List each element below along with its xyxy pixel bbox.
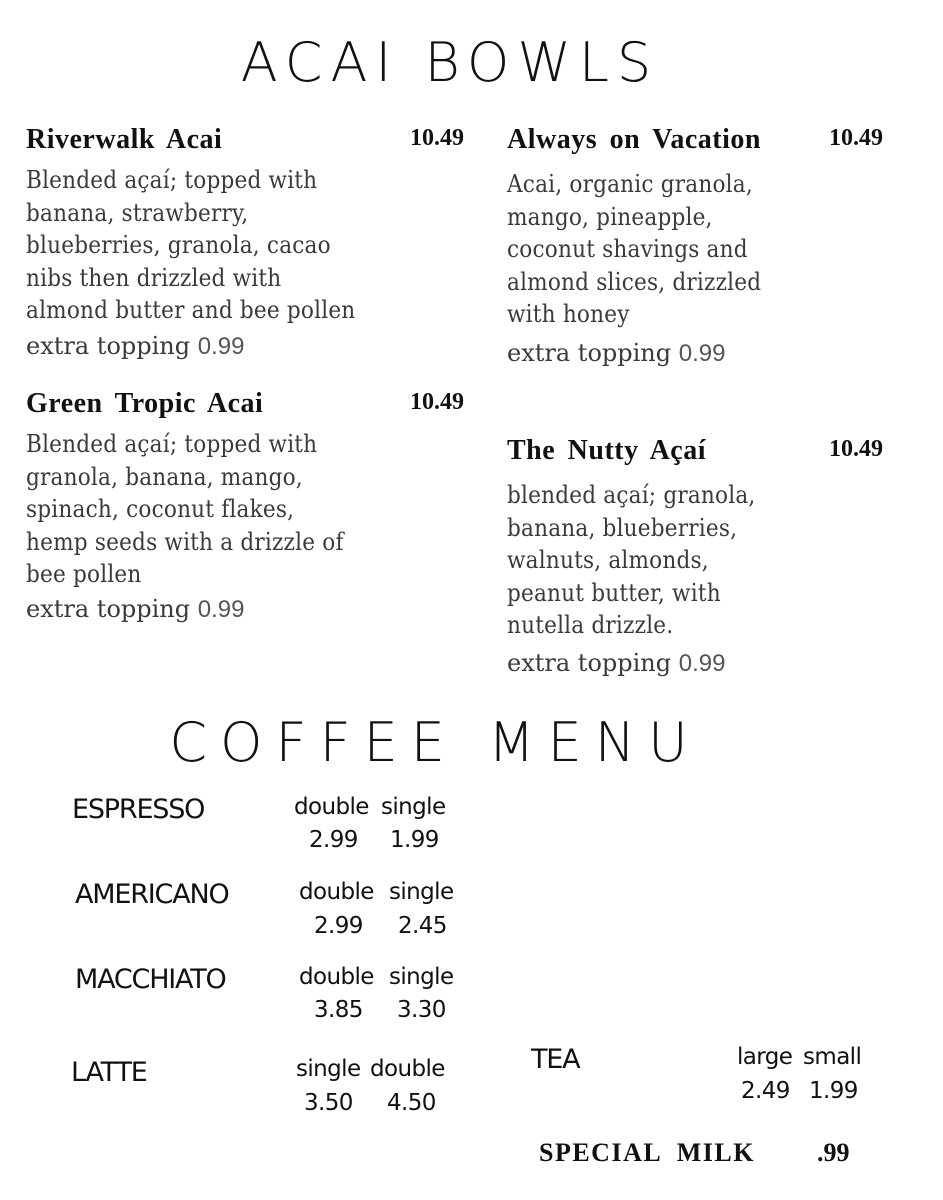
bowl-name-green-tropic: Green Tropic Acai <box>26 388 264 419</box>
bowl-extra-topping-always-on-vacation: extra topping 0.99 <box>507 339 726 367</box>
size-label: double <box>370 1056 445 1082</box>
coffee-name-tea: TEA <box>531 1044 580 1075</box>
coffee-name-latte: LATTE <box>71 1057 147 1088</box>
size-price: 3.50 <box>304 1090 353 1116</box>
bowl-name-the-nutty-acai: The Nutty Açaí <box>507 435 706 466</box>
bowl-price-the-nutty-acai: 10.49 <box>829 436 883 462</box>
bowl-description-the-nutty-acai: blended açaí; granola, banana, blueberries, walnuts, almonds, peanut butter, with nutella drizzle. <box>507 481 756 639</box>
size-label: double <box>299 964 374 990</box>
bowl-price-green-tropic: 10.49 <box>410 389 464 415</box>
bowl-description-riverwalk: Blended açaí; topped with banana, strawberry, blueberries, granola, cacao nibs then drizzled with almond butter and bee pollen <box>26 166 356 324</box>
bowl-description-always-on-vacation: Acai, organic granola, mango, pineapple, coconut shavings and almond slices, drizzled with honey <box>507 170 762 328</box>
coffee-name-macchiato: MACCHIATO <box>75 964 226 995</box>
bowl-extra-topping-the-nutty-acai: extra topping 0.99 <box>507 649 726 677</box>
coffee-section-title: COFFEE MENU <box>169 711 701 774</box>
size-label: double <box>294 794 369 820</box>
size-price: 2.99 <box>314 913 363 939</box>
bowl-price-riverwalk: 10.49 <box>410 125 464 151</box>
size-price: 2.99 <box>309 827 358 853</box>
special-milk-price: .99 <box>817 1138 850 1167</box>
size-price: 3.85 <box>314 997 363 1023</box>
size-price: 3.30 <box>397 997 446 1023</box>
size-label: double <box>299 879 374 905</box>
size-price: 2.49 <box>741 1078 790 1104</box>
special-milk-label: SPECIAL MILK <box>539 1138 755 1167</box>
acai-section-title: ACAI BOWLS <box>240 31 660 94</box>
size-label: single <box>296 1056 361 1082</box>
size-label: small <box>803 1044 862 1070</box>
size-label: large <box>737 1044 793 1070</box>
bowl-description-green-tropic: Blended açaí; topped with granola, banana, mango, spinach, coconut flakes, hemp seeds with a drizzle of bee pollen <box>26 430 344 588</box>
size-price: 1.99 <box>390 827 439 853</box>
size-price: 4.50 <box>387 1090 436 1116</box>
coffee-name-americano: AMERICANO <box>75 879 229 910</box>
bowl-extra-topping-riverwalk: extra topping 0.99 <box>26 332 245 360</box>
bowl-name-always-on-vacation: Always on Vacation <box>507 124 761 155</box>
size-price: 2.45 <box>398 913 447 939</box>
bowl-name-riverwalk: Riverwalk Acai <box>26 124 223 155</box>
bowl-price-always-on-vacation: 10.49 <box>829 125 883 151</box>
size-price: 1.99 <box>809 1078 858 1104</box>
size-label: single <box>381 794 446 820</box>
size-label: single <box>389 879 454 905</box>
coffee-name-espresso: ESPRESSO <box>72 794 205 825</box>
size-label: single <box>389 964 454 990</box>
bowl-extra-topping-green-tropic: extra topping 0.99 <box>26 595 245 623</box>
